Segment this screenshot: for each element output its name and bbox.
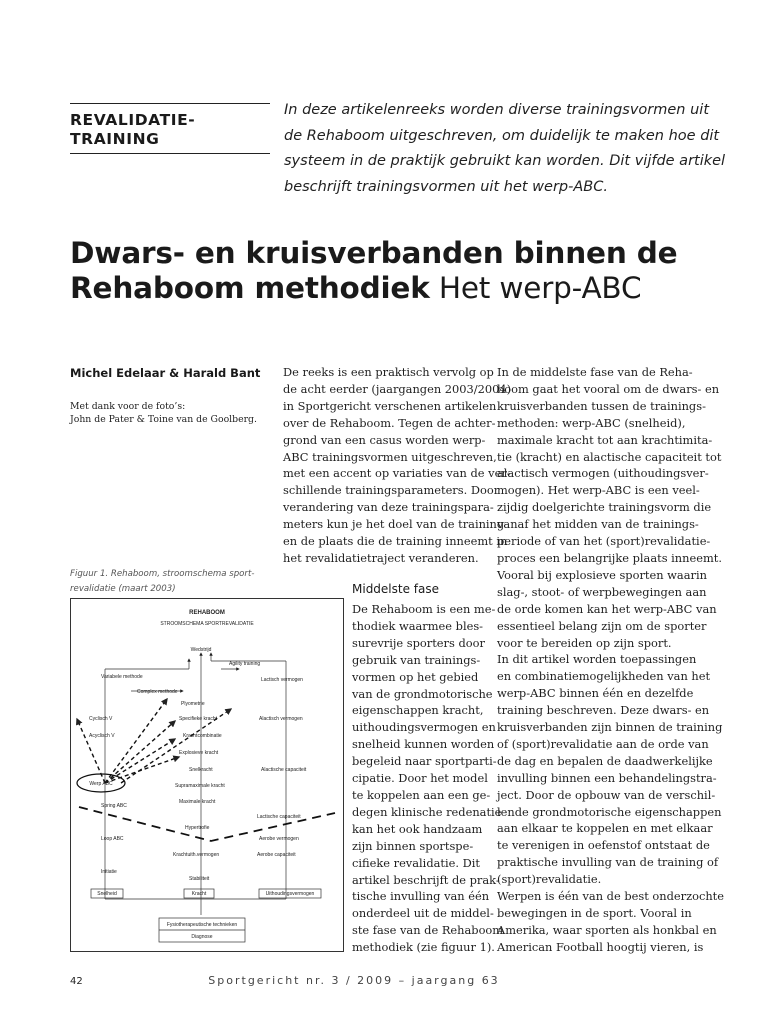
column-3-text <box>497 364 724 956</box>
text-line: de dag en bepalen de daadwerkelijke <box>497 753 713 768</box>
label-complex-methode: Complex methode <box>137 689 178 695</box>
text-line: degen klinische redenatie <box>352 804 502 819</box>
text-line: werp-ABC binnen één en dezelfde <box>497 686 694 701</box>
text-line: Amerika, waar sporten als honkbal en <box>497 922 717 937</box>
label-krachtcombinatie: Krachtcombinatie <box>183 733 222 739</box>
text-line: over de Rehaboom. Tegen de achter- <box>283 415 496 430</box>
text-line: methoden: werp-ABC (snelheid), <box>497 415 686 430</box>
label-werp-abc: Werp ABC <box>89 781 113 787</box>
text-line: ABC trainingsvormen uitgeschreven, <box>283 449 497 464</box>
label-loop-abc: Loop ABC <box>101 836 124 842</box>
text-line: ject. Door de opbouw van de verschil- <box>497 787 716 802</box>
text-line: periode of van het (sport)revalidatie- <box>497 534 711 549</box>
title-line-1: Dwars- en kruisverbanden binnen de <box>70 236 678 270</box>
text-line: kan het ook handzaam <box>352 821 483 836</box>
text-line: alactisch vermogen (uithoudingsver- <box>497 466 709 481</box>
text-line: cipatie. Door het model <box>352 771 488 786</box>
label-kracht: Kracht <box>191 891 207 897</box>
label-stabiliteit: Stabiliteit <box>189 876 210 882</box>
text-line: slag-, stoot- of werpbewegingen aan <box>497 584 707 599</box>
text-line: bewegingen in de sport. Vooral in <box>497 906 692 920</box>
text-line: voor te bereiden op zijn sport. <box>497 635 672 650</box>
section-label-line-2: TRAINING <box>70 130 160 148</box>
label-lactische-capaciteit: Lactische capaciteit <box>257 814 301 820</box>
text-line: lende grondmotorische eigenschappen <box>497 804 722 819</box>
text-line: eigenschappen kracht, <box>352 703 484 718</box>
text-line: kruisverbanden zijn binnen de training <box>497 720 723 735</box>
header-rule-top <box>70 103 270 104</box>
label-diagnose: Diagnose <box>191 934 213 940</box>
label-alactisch-vermogen: Alactisch vermogen <box>259 716 303 722</box>
label-initiatie: Initiatie <box>101 869 117 875</box>
text-line: en de plaats die de training inneemt in <box>283 534 508 549</box>
text-line: In de middelste fase van de Reha- <box>497 365 693 379</box>
text-line: van de grondmotorische <box>352 686 493 701</box>
text-line: kruisverbanden tussen de trainings- <box>497 398 706 413</box>
label-snelkracht: Snelkracht <box>189 767 213 773</box>
text-line: te verenigen in oefenstof ontstaat de <box>497 838 710 853</box>
section-label-line-1: REVALIDATIE- <box>70 111 196 129</box>
figure-caption-line: Figuur 1. Rehaboom, stroomschema sport- <box>70 569 255 579</box>
journal-footer: Sportgericht nr. 3 / 2009 – jaargang 63 <box>208 974 500 987</box>
text-line: thodiek waarmee bles- <box>352 618 484 633</box>
text-line: mogen). Het werp-ABC is een veel- <box>497 483 700 498</box>
text-line: proces een belangrijke plaats inneemt. <box>497 550 722 565</box>
label-wedstrijd: Wedstrijd <box>190 647 212 653</box>
article-title <box>70 236 710 306</box>
text-line: vanaf het midden van de trainings- <box>497 517 699 532</box>
title-line-2 <box>70 271 710 306</box>
label-aerobe-vermogen: Aerobe vermogen <box>259 836 299 842</box>
text-line: uithoudingsvermogen en <box>352 720 496 735</box>
text-line: tische invulling van één <box>352 889 490 904</box>
text-line: training beschreven. Deze dwars- en <box>497 703 710 718</box>
text-line: zijdig doelgerichte trainingsvorm die <box>497 500 712 515</box>
section-label <box>70 111 270 149</box>
figure-caption <box>70 567 270 597</box>
label-agility: Agility training <box>229 661 261 667</box>
intro-line: In deze artikelenreeks worden diverse trainingsvormen uit <box>284 102 710 118</box>
text-line: te koppelen aan een ge- <box>352 787 491 802</box>
figure-title: REHABOOM <box>189 610 225 616</box>
intro-line: de Rehaboom uitgeschreven, om duidelijk te maken hoe dit <box>284 127 720 144</box>
text-line: met een accent op variaties van de ver- <box>283 466 511 481</box>
label-plyometrie: Plyometrie <box>181 701 205 707</box>
text-line: vormen op het gebied <box>352 669 479 684</box>
title-main: Rehaboom methodiek <box>70 271 430 305</box>
label-variabele-methode: Variabele methode <box>101 674 143 680</box>
text-line: (sport)revalidatie. <box>497 872 602 887</box>
text-line: invulling binnen een behandelingstra- <box>497 770 717 785</box>
text-line: in Sportgericht verschenen artikelen <box>283 398 497 413</box>
label-spring-abc: Spring ABC <box>101 803 127 809</box>
label-fysiotherapeutische-technieken: Fysiotherapeutische technieken <box>166 922 238 928</box>
photo-credits-line: Met dank voor de foto’s: <box>70 401 186 412</box>
label-explosieve-kracht: Explosieve kracht <box>179 750 219 756</box>
label-hypertrofie: Hypertrofie <box>185 825 210 831</box>
text-line: maximale kracht tot aan krachtimita- <box>497 432 713 447</box>
photo-credits-line: John de Pater & Toine van de Goolberg. <box>70 413 257 425</box>
intro-text <box>284 98 726 200</box>
figure-subtitle: STROOMSCHEMA SPORTREVALIDATIE <box>160 621 254 627</box>
label-snelheid: Snelheid <box>97 891 117 897</box>
text-line: Vooral bij explosieve sporten waarin <box>497 567 707 582</box>
figure-caption-line: revalidatie (maart 2003) <box>70 584 176 594</box>
text-line: essentieel belang zijn om de sporter <box>497 618 707 633</box>
text-line: verandering van deze trainingspara- <box>283 500 494 515</box>
text-line: cifieke revalidatie. Dit <box>352 855 480 870</box>
label-uithoudingsvermogen: Uithoudingsvermogen <box>265 891 315 897</box>
text-line: snelheid kunnen worden <box>352 737 495 752</box>
text-line: Werpen is één van de best onderzochte <box>497 889 724 904</box>
text-line: grond van een casus worden werp- <box>283 432 486 447</box>
text-line: onderdeel uit de middel- <box>352 906 494 921</box>
authors: Michel Edelaar & Harald Bant <box>70 366 261 380</box>
label-lactisch-vermogen: Lactisch vermogen <box>261 677 303 683</box>
text-line: gebruik van trainings- <box>352 652 481 667</box>
subheading-middelste-fase: Middelste fase <box>352 582 440 596</box>
text-line: en combinatiemogelijkheden van het <box>497 669 711 684</box>
text-line: De Rehaboom is een me- <box>352 602 496 616</box>
flowchart-svg <box>71 599 343 951</box>
text-line: of (sport)revalidatie aan de orde van <box>497 736 709 751</box>
text-line: American Football hoogtij vieren, is <box>497 939 704 954</box>
intro-line: beschrijft trainingsvormen uit het werp-ABC. <box>284 178 608 195</box>
column-2b-text <box>352 601 503 956</box>
title-subtitle: Het werp-ABC <box>429 271 642 305</box>
header-rule-bottom <box>70 153 270 154</box>
text-line: artikel beschrijft de prak- <box>352 872 500 887</box>
text-line: meters kun je het doel van de training <box>283 517 505 532</box>
text-line: praktische invulling van de training of <box>497 855 719 870</box>
text-line: het revalidatietraject veranderen. <box>283 550 479 565</box>
text-line: tie (kracht) en alactische capaciteit tot <box>497 449 722 464</box>
label-specifieke-kracht: Specifieke kracht <box>179 716 218 722</box>
label-alactische-capaciteit: Alactische capaciteit <box>261 767 307 773</box>
page-number: 42 <box>70 976 83 987</box>
text-line: de orde komen kan het werp-ABC van <box>497 601 717 616</box>
text-line: De reeks is een praktisch vervolg op <box>283 365 494 379</box>
label-maximale-kracht: Maximale kracht <box>179 799 216 805</box>
label-acyclisch: Acyclisch V <box>89 733 115 739</box>
text-line: boom gaat het vooral om de dwars- en <box>497 381 720 396</box>
text-line: methodiek (zie figuur 1). <box>352 940 495 955</box>
text-line: aan elkaar te koppelen en met elkaar <box>497 821 713 836</box>
text-line: de acht eerder (jaargangen 2003/2004) <box>283 381 512 396</box>
rehaboom-flowchart <box>70 598 344 952</box>
label-krachtuithoudingsvermogen: Krachtuith.vermogen <box>173 852 220 858</box>
text-line: schillende trainingsparameters. Door <box>283 483 500 498</box>
photo-credits <box>70 401 270 426</box>
text-line: begeleid naar sportparti- <box>352 754 497 769</box>
label-cyclisch: Cyclisch V <box>89 716 113 722</box>
text-line: In dit artikel worden toepassingen <box>497 652 697 667</box>
label-supramaximale-kracht: Supramaximale kracht <box>175 783 225 789</box>
column-2-text <box>283 364 511 567</box>
intro-line: systeem in de praktijk gebruikt kan worden. Dit vijfde artikel <box>284 153 726 169</box>
text-line: surevrije sporters door <box>352 635 485 650</box>
text-line: ste fase van de Rehaboom <box>352 923 504 938</box>
text-line: zijn binnen sportspe- <box>352 838 474 853</box>
label-aerobe-capaciteit: Aerobe capaciteit <box>257 852 296 858</box>
